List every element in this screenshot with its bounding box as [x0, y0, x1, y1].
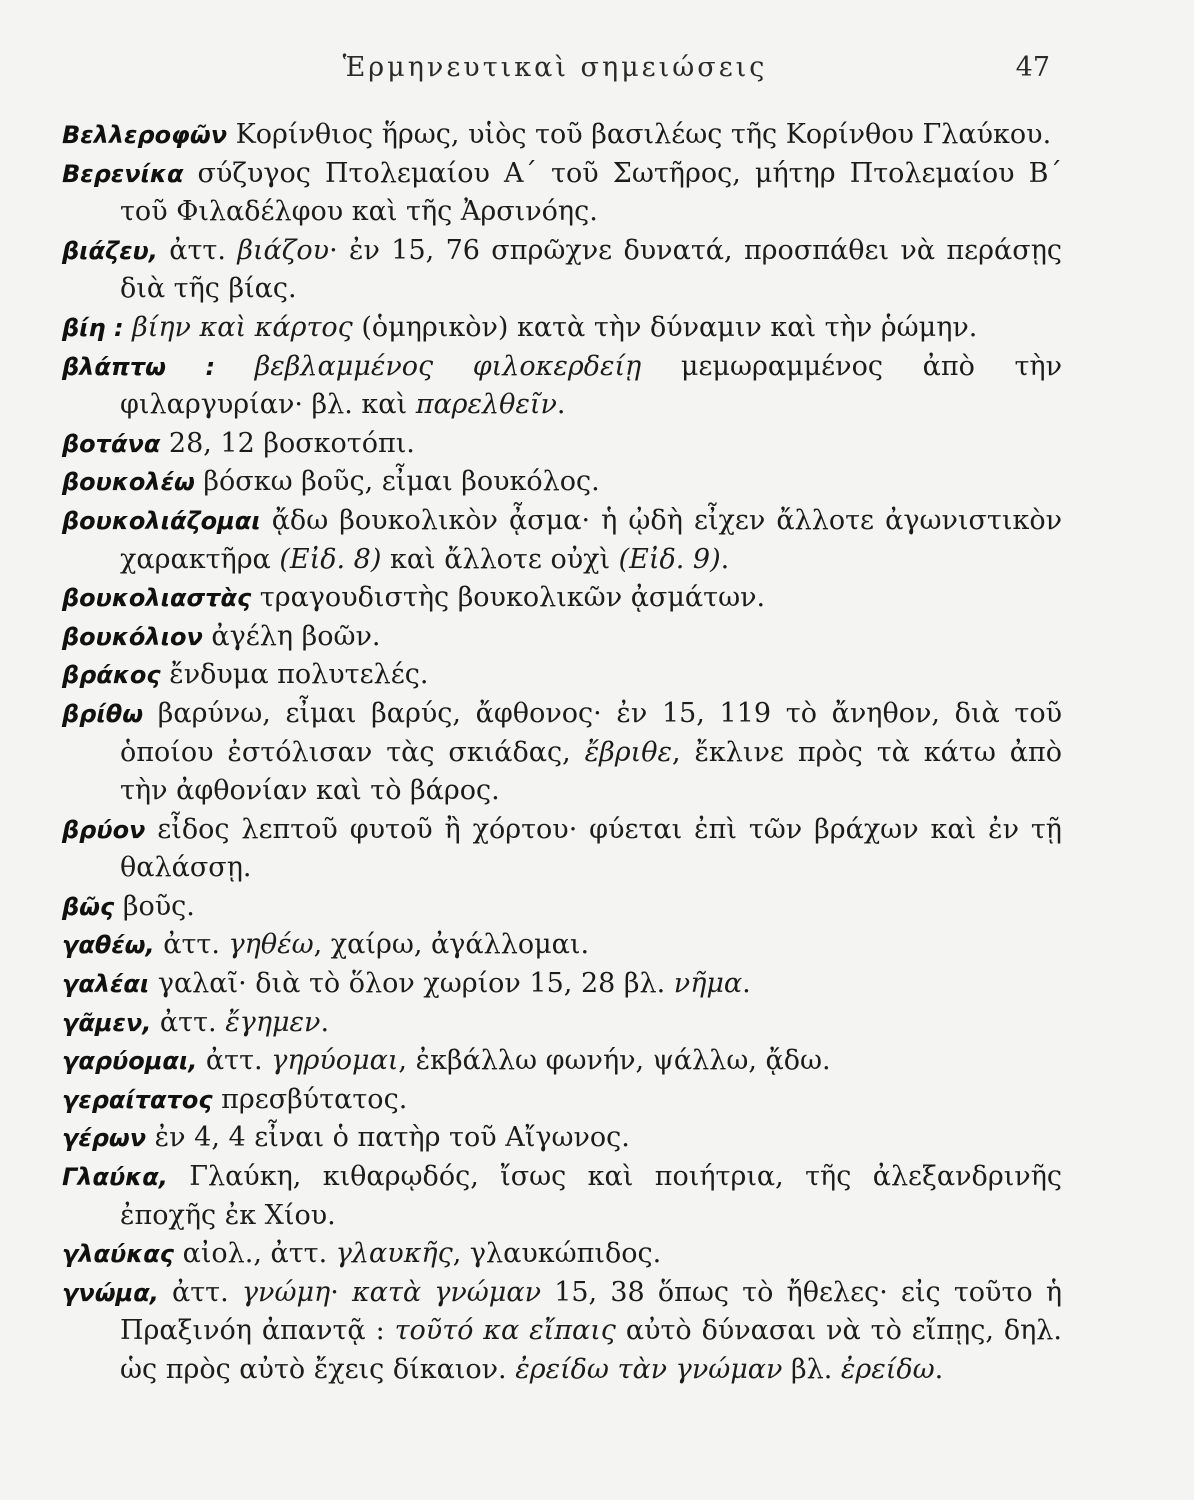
page-number: 47: [1015, 52, 1050, 83]
entry-text: , γλαυκώπιδος.: [452, 1238, 662, 1270]
glossary-entry: [62, 926, 1062, 965]
entry-text: (ὁμηρικὸν) κατὰ τὴν δύναμιν καὶ τὴν ῥώμην.: [352, 311, 978, 343]
entry-headword: γᾶμεν,: [62, 1008, 152, 1037]
glossary-entry: [62, 965, 1062, 1004]
glossary-entry: [62, 618, 1062, 657]
glossary-entry: [62, 1081, 1062, 1120]
glossary-entry: [62, 116, 1062, 155]
entry-headword: βρύον: [62, 815, 146, 844]
glossary-entry: [62, 232, 1062, 309]
entry-text: , ἐκβάλλω φωνήν, ψάλλω, ᾄδω.: [398, 1045, 831, 1077]
entry-italic-text: γλαυκῆς: [335, 1238, 453, 1270]
entry-headword: βοτάνα: [62, 429, 161, 458]
entry-text: τραγουδιστὴς βουκολικῶν ᾀσμάτων.: [251, 582, 766, 614]
entry-headword: Βερενίκα: [62, 159, 184, 188]
entry-text: σύζυγος Πτολεμαίου Α΄ τοῦ Σωτῆρος, μήτηρ Πτολεμαίου Β΄ τοῦ Φιλαδέλφου καὶ τῆς Ἀρσινόης.: [120, 157, 1062, 228]
entry-text: .: [320, 1006, 330, 1038]
entry-text: εἶδος λεπτοῦ φυτοῦ ἢ χόρτου· φύεται ἐπὶ τῶν βράχων καὶ ἐν τῇ θαλάσσῃ.: [120, 813, 1062, 884]
entry-italic-text: βεβλαμμένος φιλοκερδείῃ: [215, 350, 642, 382]
glossary-entry: [62, 309, 1062, 348]
entry-text: βοῦς.: [114, 890, 195, 922]
entry-headword: βῶς: [62, 892, 115, 921]
glossary-entry: [62, 348, 1062, 425]
entry-text: Κορίνθιος ἥρως, υἱὸς τοῦ βασιλέως τῆς Κορίνθου Γλαύκου.: [227, 119, 1052, 150]
glossary-entry: [62, 888, 1062, 927]
entry-headword: βουκολιαστὰς: [62, 584, 252, 613]
entry-italic-text: βίην καὶ κάρτος: [123, 311, 353, 343]
entry-text: καὶ ἄλλοτε οὐχὶ: [381, 543, 619, 575]
entry-italic-text: (Εἰδ. 9): [618, 543, 721, 575]
entry-text: βόσκω βοῦς, εἶμαι βουκόλος.: [194, 466, 600, 498]
entry-headword: βρίθω: [62, 699, 144, 728]
entry-headword: βράκος: [62, 661, 161, 690]
entry-italic-text: ἔβριθε: [584, 736, 672, 768]
entry-text: , χαίρω, ἀγάλλομαι.: [313, 929, 590, 961]
entry-italic-text: ἐρείδω τὰν γνώμαν: [515, 1354, 783, 1385]
entry-text: ἔνδυμα πολυτελές.: [160, 659, 429, 691]
entry-headword: γνώμα,: [62, 1278, 159, 1307]
entry-text: αἰολ., ἀττ.: [174, 1238, 336, 1270]
entry-text: .: [720, 543, 730, 575]
glossary-entry: [62, 425, 1062, 464]
entry-text: Γλαύκη, κιθαρῳδός, ἴσως καὶ ποιήτρια, τῆς ἀλεξανδρινῆς ἐποχῆς ἐκ Χίου.: [120, 1161, 1062, 1231]
entry-italic-text: παρελθεῖν: [415, 389, 557, 421]
entry-text: ἀττ.: [151, 1006, 226, 1038]
entry-headword: βλάπτω :: [62, 352, 216, 381]
entry-text: πρεσβύτατος.: [212, 1083, 408, 1115]
entry-italic-text: κατὰ γνώμαν: [351, 1276, 542, 1308]
entry-headword: γλαύκας: [62, 1240, 174, 1269]
entry-text: , ἔκλινε πρὸς τὰ κάτω ἀπὸ τὴν ἀφθονίαν καὶ τὸ βάρος.: [120, 736, 1062, 807]
entry-text: βλ.: [782, 1354, 841, 1385]
entry-italic-text: γηρύομαι: [271, 1045, 399, 1077]
glossary-entry: [62, 1158, 1062, 1235]
entry-text: ἐν 4, 4 εἶναι ὁ πατὴρ τοῦ Αἴγωνος.: [146, 1122, 630, 1154]
running-title: Ἑρμηνευτικαὶ σημειώσεις: [342, 52, 768, 83]
entry-italic-text: βιάζου: [237, 234, 330, 266]
entry-italic-text: νῆμα: [673, 968, 743, 1000]
entry-text: ἀττ.: [154, 929, 229, 961]
entry-headword: γέρων: [62, 1124, 147, 1153]
glossary-entry: [62, 811, 1062, 888]
entry-headword: γαλέαι: [62, 970, 150, 999]
glossary-entry: [62, 1235, 1062, 1274]
entry-text: 28, 12 βοσκοτόπι.: [160, 427, 415, 459]
entry-text: ἀττ.: [157, 234, 238, 266]
glossary-entries: [62, 116, 1062, 1390]
glossary-entry: [62, 1119, 1062, 1158]
entry-headword: βίη :: [62, 313, 124, 342]
entry-text: ᾄδω βουκολικὸν ᾆσμα· ἡ ᾠδὴ εἶχεν ἄλλοτε ἀγωνιστικὸν χαρακτῆρα: [120, 504, 1062, 575]
entry-headword: βουκολέω: [62, 468, 195, 497]
glossary-entry: [62, 1274, 1062, 1390]
entry-italic-text: γηθέω: [228, 929, 314, 961]
entry-headword: Γλαύκα,: [62, 1163, 168, 1192]
glossary-entry: [62, 656, 1062, 695]
entry-text: .: [934, 1354, 944, 1385]
entry-text: ἀγέλη βοῶν.: [202, 620, 381, 652]
entry-headword: γαθέω,: [62, 931, 155, 960]
entry-text: .: [742, 968, 751, 1000]
entry-headword: γεραίτατος: [62, 1085, 213, 1114]
entry-text: ·: [330, 1276, 352, 1308]
entry-text: ἀττ.: [158, 1276, 242, 1308]
entry-headword: βουκόλιον: [62, 622, 203, 651]
entry-text: ἀττ.: [197, 1045, 272, 1077]
glossary-entry: [62, 155, 1062, 232]
glossary-entry: [62, 1042, 1062, 1081]
page-header: [60, 52, 1050, 92]
entry-italic-text: (Εἰδ. 8): [279, 543, 382, 575]
entry-text: βαρύνω, εἶμαι βαρύς, ἄφθονος· ἐν 15, 119 τὸ ἄνηθον, διὰ τοῦ ὁποίου ἐστόλισαν τὰς σκιάδας,: [120, 697, 1062, 768]
entry-italic-text: γνώμη: [241, 1276, 331, 1308]
entry-headword: γαρύομαι,: [62, 1047, 198, 1076]
glossary-entry: [62, 695, 1062, 811]
entry-text: γαλαῖ· διὰ τὸ ὅλον χωρίον 15, 28 βλ.: [149, 968, 674, 1000]
glossary-entry: [62, 502, 1062, 579]
glossary-entry: [62, 1004, 1062, 1043]
entry-text: · ἐν 15, 76 σπρῶχνε δυνατά, προσπάθει νὰ περάσῃς διὰ τῆς βίας.: [120, 234, 1062, 305]
entry-italic-text: ἔγημεν: [225, 1006, 321, 1038]
entry-text: .: [556, 389, 566, 421]
entry-text: μεμωραμμένος ἀπὸ τὴν φιλαργυρίαν· βλ. καὶ: [120, 350, 1063, 421]
entry-headword: Βελλεροφῶν: [62, 121, 228, 149]
entry-text: 15, 38 ὅπως τὸ ἤθελες· εἰς τοῦτο ἡ Πραξινόη ἀπαντᾷ :: [120, 1276, 1062, 1347]
entry-italic-text: τοῦτό κα εἴπαις: [394, 1315, 616, 1347]
entry-text: αὐτὸ δύνασαι νὰ τὸ εἴπῃς, δηλ. ὡς πρὸς αὐτὸ ἔχεις δίκαιον.: [120, 1315, 1062, 1385]
entry-italic-text: ἐρείδω: [840, 1354, 935, 1385]
entry-headword: βιάζευ,: [62, 236, 158, 265]
glossary-entry: [62, 463, 1062, 502]
glossary-entry: [62, 579, 1062, 618]
entry-headword: βουκολιάζομαι: [62, 506, 261, 535]
